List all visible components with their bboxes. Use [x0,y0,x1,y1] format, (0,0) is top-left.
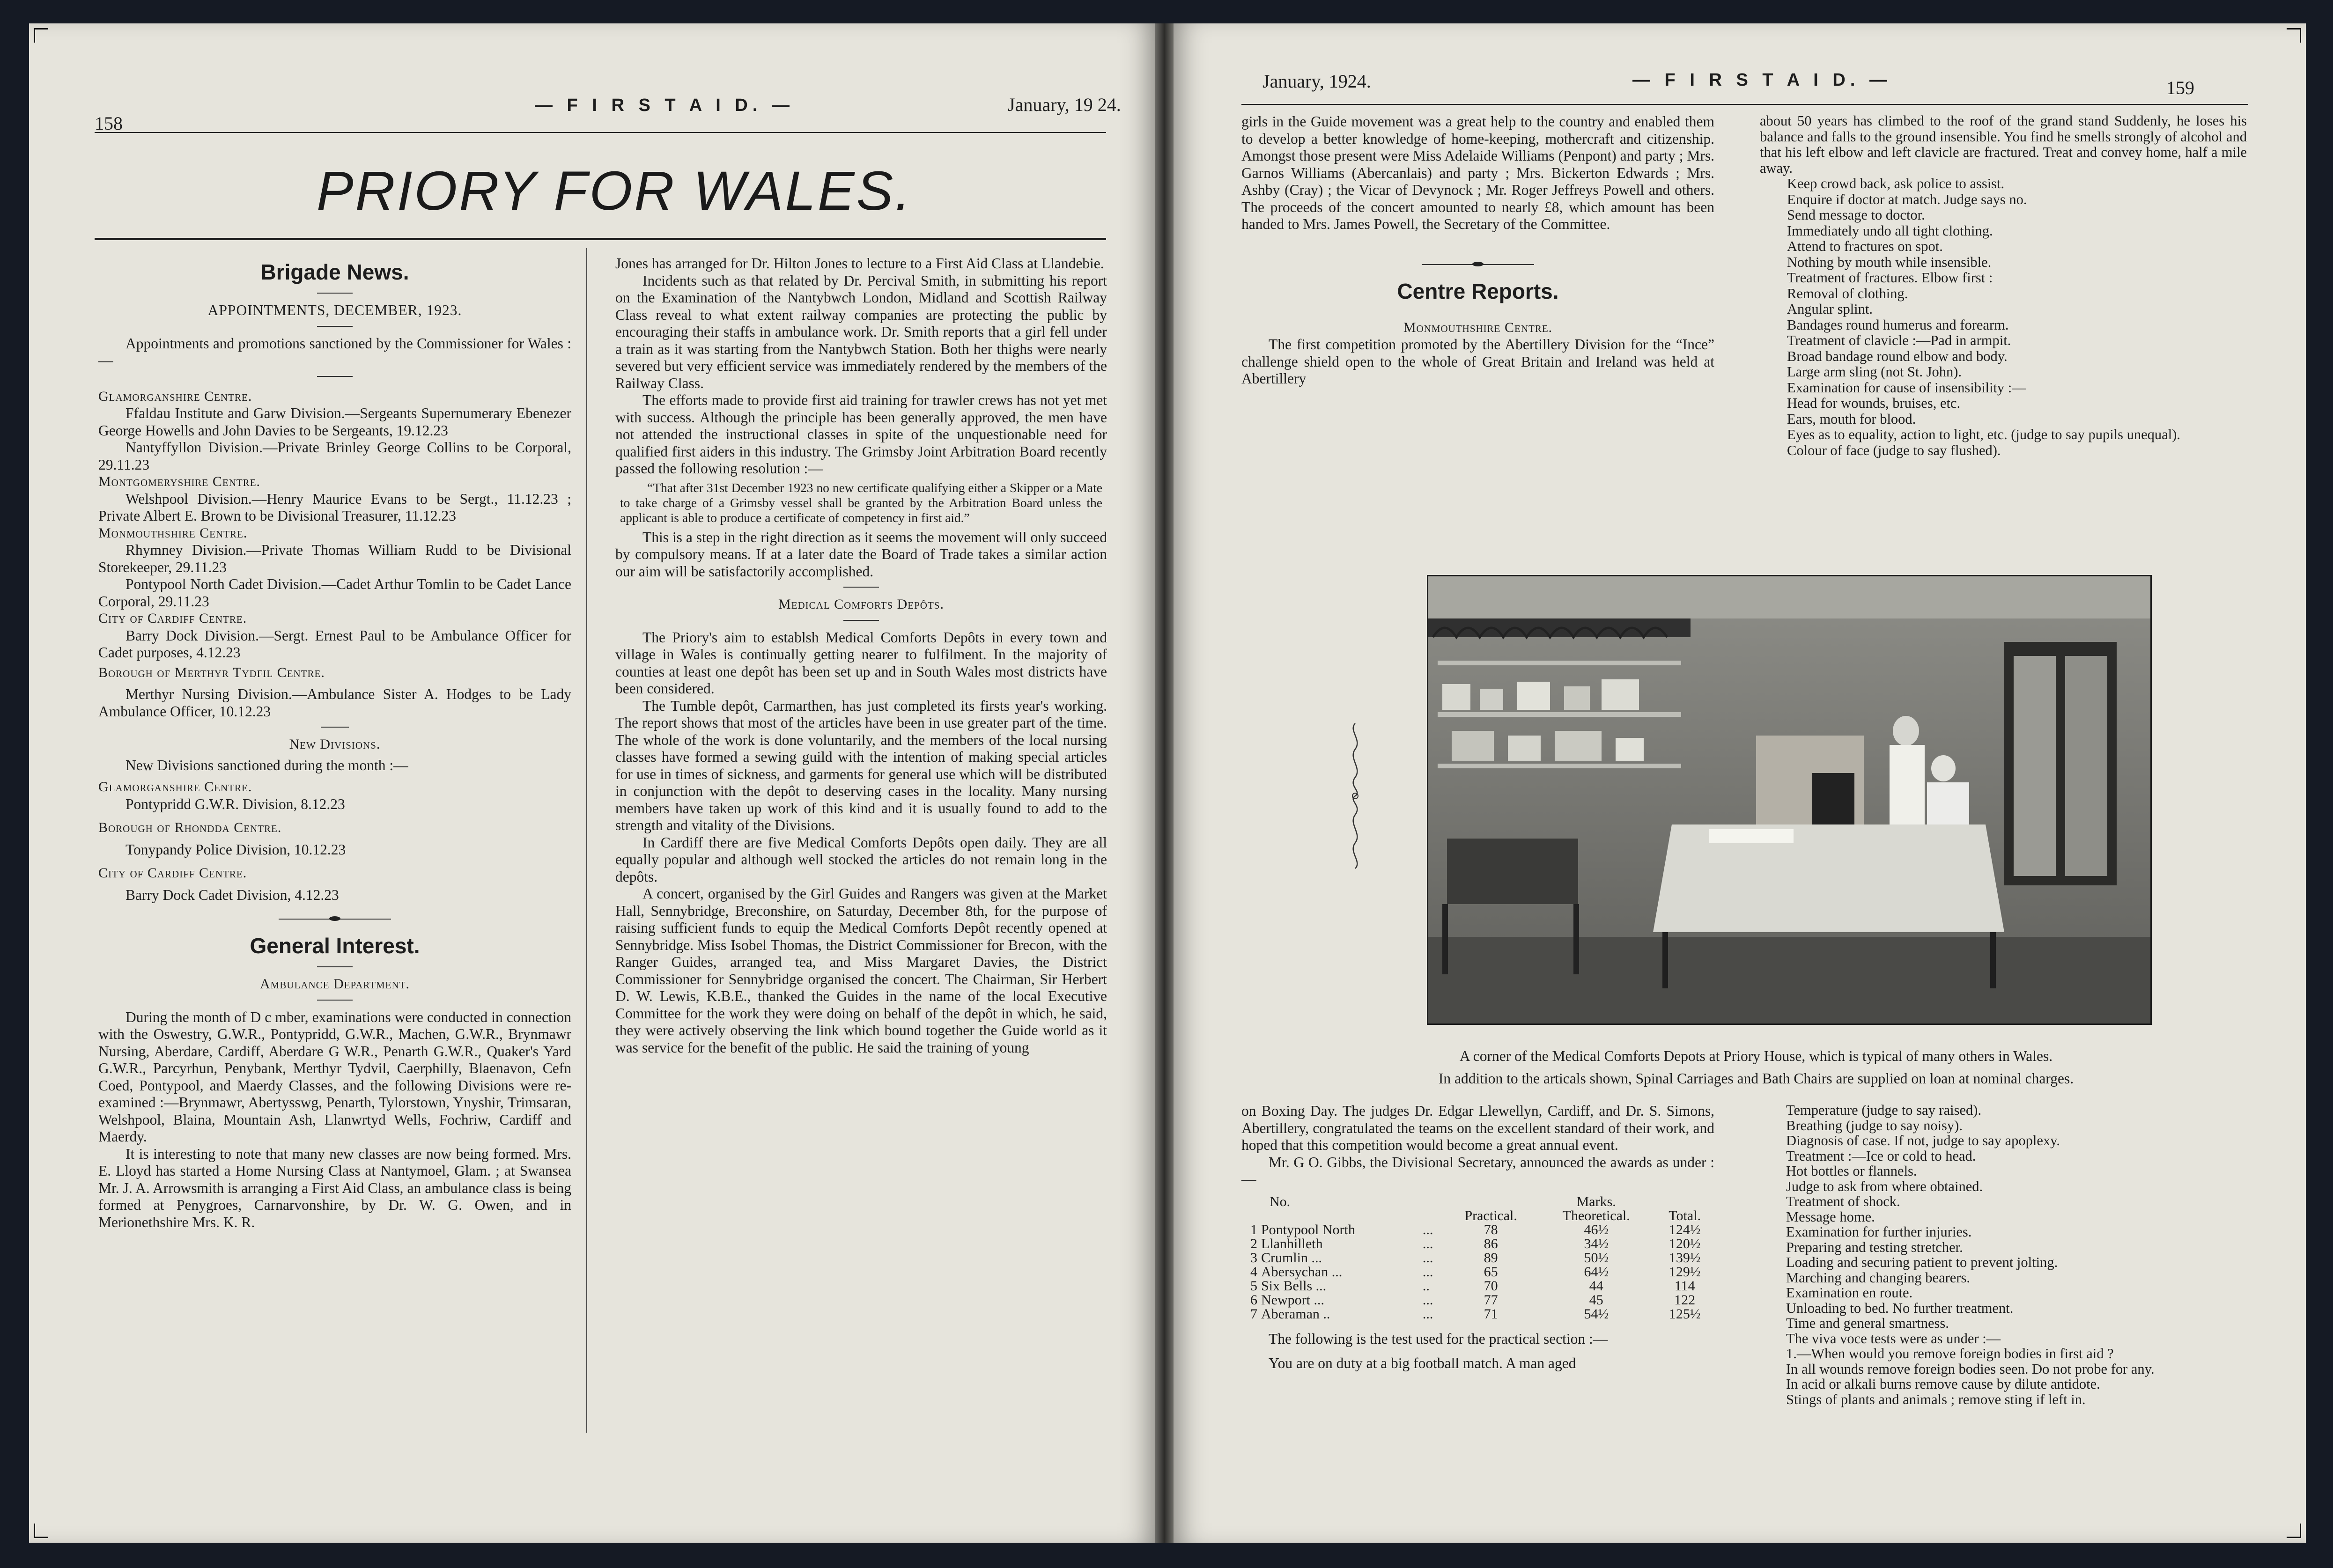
table-cell: 125½ [1669,1306,1701,1322]
section-heading-general-interest: General Interest. [250,934,420,958]
table-cell: ... [1422,1222,1433,1237]
column-header: Practical. [1464,1207,1517,1223]
list-item: Large arm sling (not St. John). [1787,364,1962,380]
table-cell: 64½ [1584,1264,1609,1280]
paragraph: You are on duty at a big football match. A man aged [1269,1355,1576,1371]
centre-name: City of Cardiff Centre. [98,611,247,626]
table-cell: ... [1422,1306,1433,1322]
scroll-ornament-icon [1346,721,1365,871]
page-header [95,94,1121,134]
divider [321,727,349,728]
table-row [1241,1251,1714,1265]
column-header: No. [1270,1193,1291,1209]
list-item: Breathing (judge to say noisy). [1786,1117,1963,1134]
list-item: Keep crowd back, ask police to assist. [1787,176,2005,191]
list-item: Hot bottles or flannels. [1786,1163,1917,1179]
right-column-1 [1241,113,1714,388]
list-item: Bandages round humerus and forearm. [1787,317,2009,333]
table-cell: 129½ [1669,1264,1701,1280]
header-rule [95,132,1106,133]
table-cell: 86 [1484,1236,1498,1251]
list-item: Preparing and testing stretcher. [1786,1239,1963,1255]
table-cell: Pontypool North [1261,1222,1355,1237]
list-item: Attend to fractures on spot. [1787,238,1943,254]
photo-caption: In addition to the articals shown, Spinal Carriages and Bath Chairs are supplied on loan at nominal charges. [1438,1070,2074,1087]
paragraph: Mr. G O. Gibbs, the Divisional Secretary, announced the awards as under :— [1241,1154,1714,1187]
table-cell: ... [1422,1264,1433,1280]
table-cell: 77 [1484,1292,1498,1308]
awards-table [1241,1195,1714,1321]
list-item: 1.—When would you remove foreign bodies in first aid ? [1786,1346,2114,1362]
table-cell: 46½ [1584,1222,1609,1237]
table-cell: 78 [1484,1222,1498,1237]
paragraph: In Cardiff there are five Medical Comforts Depôts open daily. They are all equally popular and although well stocked the articles do not remain long in the depôts. [615,834,1107,885]
centre-name: City of Cardiff Centre. [98,865,247,881]
table-cell: 34½ [1584,1236,1609,1251]
list-item: Loading and securing patient to prevent jolting. [1786,1254,2058,1270]
left-page [29,23,1155,1543]
table-cell: 5 [1250,1278,1257,1294]
resolution-quote: “That after 31st December 1923 no new certificate qualifying either a Skipper or a Mate to take charge of a Grimsby vessel shall be granted by the Arbitration Board unless the applicant is able to produce a certificate of competency in first aid.” [620,480,1102,525]
table-cell: 122 [1674,1292,1696,1308]
division-entry: Tonypandy Police Division, 10.12.23 [126,841,346,858]
paragraph: Appointments and promotions sanctioned by the Commissioner for Wales :— [98,335,571,368]
list-item: The viva voce tests were as under :— [1786,1330,2001,1347]
table-cell: .. [1422,1278,1430,1294]
divider [843,620,879,621]
left-column-1 [98,255,571,1231]
table-row [1241,1237,1714,1251]
list-item: Angular splint. [1787,301,1873,317]
issue-date: January, 19 24. [1008,94,1121,115]
column-header: Marks. [1576,1193,1616,1209]
right-column-2 [1760,113,2247,458]
table-cell: 114 [1674,1278,1695,1294]
paragraph: During the month of D c mber, examinations were conducted in connection with the Oswestry, G.W.R., Pontypridd, G.W.R., Machen, G.W.R., Brynmawr Nursing, Aberdare, Cardiff, Aberdare G W.R., Penarth G.W.R., Quaker's Yard G.W.R., Parcyrhun, Penybank, Merthyr Tydvil, Caerphilly, Blaenavon, Cefn Coed, Pontypool, and Maerdy Classes, and the following Divisions were re-examined :—Brynmawr, Abertysswg, Penarth, Tylorstown, Ynyshir, Trimsaran, Welshpool, Blaina, Mountain Ash, Llanwrtyd Wells, Fochriw, Cardiff and Maerdy. [98,1009,571,1145]
right-column-3 [1241,1103,1714,1372]
book-gutter [1155,23,1174,1543]
list-item: Colour of face (judge to say flushed). [1787,442,2001,458]
list-item: Message home. [1786,1208,1875,1225]
paragraph: about 50 years has climbed to the roof of the grand stand Suddenly, he loses his balance and falls to the ground insensible. You find he smells strongly of alcohol and that his left elbow and left clavicle are fractured. Treat and convey home, half a mile away. [1760,113,2247,176]
list-item: Diagnosis of case. If not, judge to say apoplexy. [1786,1133,2060,1148]
appointments-heading: APPOINTMENTS, DECEMBER, 1923. [207,302,462,318]
table-cell: 124½ [1669,1222,1701,1237]
depot-photograph [1427,575,2152,1025]
column-header: Total. [1669,1207,1701,1223]
paragraph: The following is the test used for the practical section :— [1269,1330,1608,1347]
divider [317,1000,353,1001]
table-cell: Newport ... [1261,1292,1324,1308]
table-cell: 2 [1250,1236,1257,1251]
ambulance-department-heading: Ambulance Department. [260,976,410,992]
paragraph: Jones has arranged for Dr. Hilton Jones to lecture to a First Aid Class at Llandebie. [615,255,1104,272]
table-row [1241,1293,1714,1307]
paragraph: on Boxing Day. The judges Dr. Edgar Llewellyn, Cardiff, and Dr. S. Simons, Abertillery, congratulated the teams on the excellent standard of their work, and hoped that this competition would become a great annual event. [1241,1103,1714,1153]
table-cell: Six Bells ... [1261,1278,1327,1294]
table-cell: 3 [1250,1250,1257,1266]
appointment-entry: Merthyr Nursing Division.—Ambulance Sister A. Hodges to be Lady Ambulance Officer, 10.12.23 [98,686,571,720]
table-row [1241,1279,1714,1293]
registration-mark [2287,1524,2301,1538]
divider [317,376,353,377]
page-header [1262,70,2269,98]
paragraph: A concert, organised by the Girl Guides and Rangers was given at the Market Hall, Sennybridge, Breconshire, on Saturday, December 8th, for the purpose of raising sufficient funds to equip the Medical Comforts Depôt recently opened at Sennybridge. Miss Isobel Thomas, the District Commissioner for Brecon, with the Ranger Guides, arranged tea, and Miss Margaret Davies, the District Commissioner for Sennybridge organised the concert. The Chairman, Sir Herbert D. W. Lewis, K.B.E., thanked the Guides in the name of the local Executive Committee for the work they were doing on behalf of the depôt in which, he said, they were actively observing the link which bound together the Guide world as it was service for the benefit of the public. He said the training of young [615,885,1107,1056]
table-cell: 54½ [1584,1306,1609,1322]
depot-photograph-image [1428,576,2150,1023]
paragraph: The first competition promoted by the Abertillery Division for the “Ince” challenge shield open to the whole of Great Britain and Ireland was held at Abertillery [1241,336,1714,387]
centre-name: Glamorganshire Centre. [98,388,252,404]
page-number: 158 [95,113,123,134]
table-cell: 50½ [1584,1250,1609,1266]
list-item: Send message to doctor. [1787,207,1925,223]
list-item: Examination en route. [1786,1285,1913,1301]
section-heading-brigade-news: Brigade News. [260,260,409,284]
table-cell: ... [1422,1292,1433,1308]
list-item: Examination for cause of insensibility :— [1787,379,2026,396]
appointment-entry: Rhymney Division.—Private Thomas William Rudd to be Divisional Storekeeper, 29.11.23 [98,542,571,575]
list-item: Examination for further injuries. [1786,1224,1972,1240]
monmouthshire-centre-heading: Monmouthshire Centre. [1403,319,1553,335]
test-answer-list [1760,176,2247,458]
division-entry: Barry Dock Cadet Division, 4.12.23 [126,886,339,903]
photo-caption: A corner of the Medical Comforts Depots at Priory House, which is typical of many others in Wales. [1459,1048,2053,1064]
list-item: Immediately undo all tight clothing. [1787,222,1993,239]
right-page [1174,23,2306,1543]
table-cell: ... [1422,1236,1433,1251]
registration-mark [34,28,48,43]
appointment-entry: Nantyffyllon Division.—Private Brinley George Collins to be Corporal, 29.11.23 [98,439,571,473]
divider [317,293,353,294]
table-cell: Crumlin ... [1261,1250,1322,1266]
appointment-entry: Ffaldau Institute and Garw Division.—Sergeants Supernumerary Ebenezer George Howells and John Davies to be Sergeants, 19.12.23 [98,405,571,439]
list-item: Eyes as to equality, action to light, etc. (judge to say pupils unequal). [1787,427,2180,442]
paragraph: New Divisions sanctioned during the month :— [126,757,408,773]
list-item: In all wounds remove foreign bodies seen. Do not probe for any. [1786,1361,2155,1377]
table-cell: ... [1422,1250,1433,1266]
list-item: Nothing by mouth while insensible. [1787,254,1992,270]
centre-name: Glamorganshire Centre. [98,779,252,795]
list-item: Ears, mouth for blood. [1787,411,1916,427]
paragraph: girls in the Guide movement was a great help to the country and enabled them to develop a better knowledge of home-keeping, mothercraft and citizenship. Amongst those present were Miss Adelaide Williams (Penpont) and party ; Mrs. Garnos Williams (Abercanlais) and party ; Mrs. Bickerton Edwards ; Mrs. Ashby (Cray) ; the Vicar of Devynock ; Mr. Roger Jeffreys Powell and others. The proceeds of the concert amounted to nearly £8, which amount has been handed to Mrs. James Powell, the Secretary of the Committee. [1241,113,1714,232]
table-row [1241,1223,1714,1237]
table-cell: Aberaman .. [1261,1306,1330,1322]
centre-name: Borough of Rhondda Centre. [98,820,282,835]
list-item: Head for wounds, bruises, etc. [1787,395,1961,411]
list-item: Marching and changing bearers. [1786,1269,1970,1286]
running-title: — F I R S T A I D. — [1632,70,1892,90]
table-cell: 89 [1484,1250,1498,1266]
list-item: Unloading to bed. No further treatment. [1786,1300,2014,1316]
appointment-entry: Welshpool Division.—Henry Maurice Evans to be Sergt., 11.12.23 ; Private Albert E. Brown to be Divisional Treasurer, 11.12.23 [98,490,571,524]
page-title: PRIORY FOR WALES. [316,160,913,222]
table-cell: 120½ [1669,1236,1701,1251]
running-title: — F I R S T A I D. — [535,96,794,115]
paragraph: The efforts made to provide first aid training for trawler crews has not yet met with success. Although the principle has been generally approved, the men have not attended the instructional classes in spite of the unquestionable need for qualified first aiders in this industry. The Grimsby Joint Arbitration Board recently passed the following resolution :— [615,392,1107,477]
medical-comforts-heading: Medical Comforts Depôts. [778,596,944,612]
title-rule [95,238,1106,240]
column-header: Theoretical. [1562,1207,1630,1223]
registration-mark [2287,28,2301,43]
page-number: 159 [2166,77,2194,98]
new-divisions-heading: New Divisions. [289,736,381,752]
list-item: Removal of clothing. [1787,285,1908,302]
divider [843,587,879,588]
table-cell: 1 [1250,1222,1257,1237]
table-cell: 4 [1250,1264,1257,1280]
centre-name: Monmouthshire Centre. [98,525,248,541]
paragraph: Incidents such as that related by Dr. Percival Smith, in submitting his report on the Examination of the Nantybwch London, Midland and Scottish Railway Class reveal to what extent railway companies are protecting the public by encouraging their staffs in ambulance work. Dr. Smith reports that a girl fell under a train as it was starting from the Nantybwch Station. Both her thighs were nearly severed but very efficient service was immediately rendered by the members of the Railway Class. [615,272,1107,391]
table-row [1241,1265,1714,1279]
table-cell: 44 [1589,1278,1603,1294]
column-divider [586,248,587,1433]
divider [317,326,353,327]
centre-name: Montgomeryshire Centre. [98,474,261,489]
ornament-divider [1422,261,1534,268]
ornament-divider [279,916,391,922]
list-item: Treatment :—Ice or cold to head. [1786,1148,1976,1164]
list-item: Treatment of shock. [1786,1193,1900,1209]
list-item: Enquire if doctor at match. Judge says no. [1787,191,2027,207]
registration-mark [34,1524,48,1538]
issue-date: January, 1924. [1262,71,1371,92]
paragraph: It is interesting to note that many new classes are now being formed. Mrs. E. Lloyd has started a Home Nursing Class at Nantymoel, Glam. ; at Swansea Mr. J. A. Arrowsmith is arranging a First Aid Class, an ambulance class is being formed at Penygroes, Carnarvonshire, by Dr. W. G. Owen, and in Merionethshire Mrs. K. R. [98,1145,571,1230]
appointment-entry: Pontypool North Cadet Division.—Cadet Arthur Tomlin to be Cadet Lance Corporal, 29.11.23 [98,576,571,610]
division-entry: Pontypridd G.W.R. Division, 8.12.23 [126,795,345,812]
list-item: Treatment of clavicle :—Pad in armpit. [1787,332,2011,348]
list-item: Treatment of fractures. Elbow first : [1787,270,1993,286]
section-heading-centre-reports: Centre Reports. [1397,279,1559,303]
table-cell: 7 [1250,1306,1257,1322]
list-item: Broad bandage round elbow and body. [1787,348,2008,364]
table-cell: 139½ [1669,1250,1701,1266]
paragraph: The Priory's aim to establsh Medical Comforts Depôts in every town and village in Wales is continually getting nearer to fulfilment. In the majority of counties at least one depôt has been set up and in South Wales most districts have been considered. [615,629,1107,697]
paragraph: The Tumble depôt, Carmarthen, has just completed its firsts year's working. The report shows that most of the articles have been in use greater part of the time. The whole of the work is done voluntarily, and the members of the local nursing classes have formed a sewing guild with the intention of making special articles for use in times of sickness, and garments for general use which will be distributed in conjunction with the depôt to deserving cases in the locality. Many nursing members have taken up work of this kind and it is usually found to add to the strength and vitality of the Divisions. [615,697,1107,833]
table-cell: Abersychan ... [1261,1264,1343,1280]
table-cell: 45 [1589,1292,1603,1308]
table-cell: 70 [1484,1278,1498,1294]
list-item: In acid or alkali burns remove cause by dilute antidote. [1786,1376,2100,1392]
paragraph: This is a step in the right direction as it seems the movement will only succeed by compulsory means. If at a later date the Board of Trade takes a similar action our aim will be satisfactorily accomplished. [615,529,1107,580]
appointment-entry: Barry Dock Division.—Sergt. Ernest Paul to be Ambulance Officer for Cadet purposes, 4.12.23 [98,627,571,661]
right-column-4 [1759,1103,2246,1407]
list-item: Time and general smartness. [1786,1315,1949,1331]
list-item: Temperature (judge to say raised). [1786,1102,1982,1118]
header-rule [1241,104,2248,105]
list-item: Judge to ask from where obtained. [1786,1178,1983,1194]
table-cell: 6 [1250,1292,1257,1308]
table-cell: Llanhilleth [1261,1236,1323,1251]
centre-name: Borough of Merthyr Tydfil Centre. [98,664,325,680]
table-cell: 71 [1484,1306,1498,1322]
table-row [1241,1307,1714,1321]
table-cell: 65 [1484,1264,1498,1280]
list-item: Stings of plants and animals ; remove sting if left in. [1786,1391,2086,1407]
divider [317,966,353,967]
left-column-2 [615,255,1107,1056]
